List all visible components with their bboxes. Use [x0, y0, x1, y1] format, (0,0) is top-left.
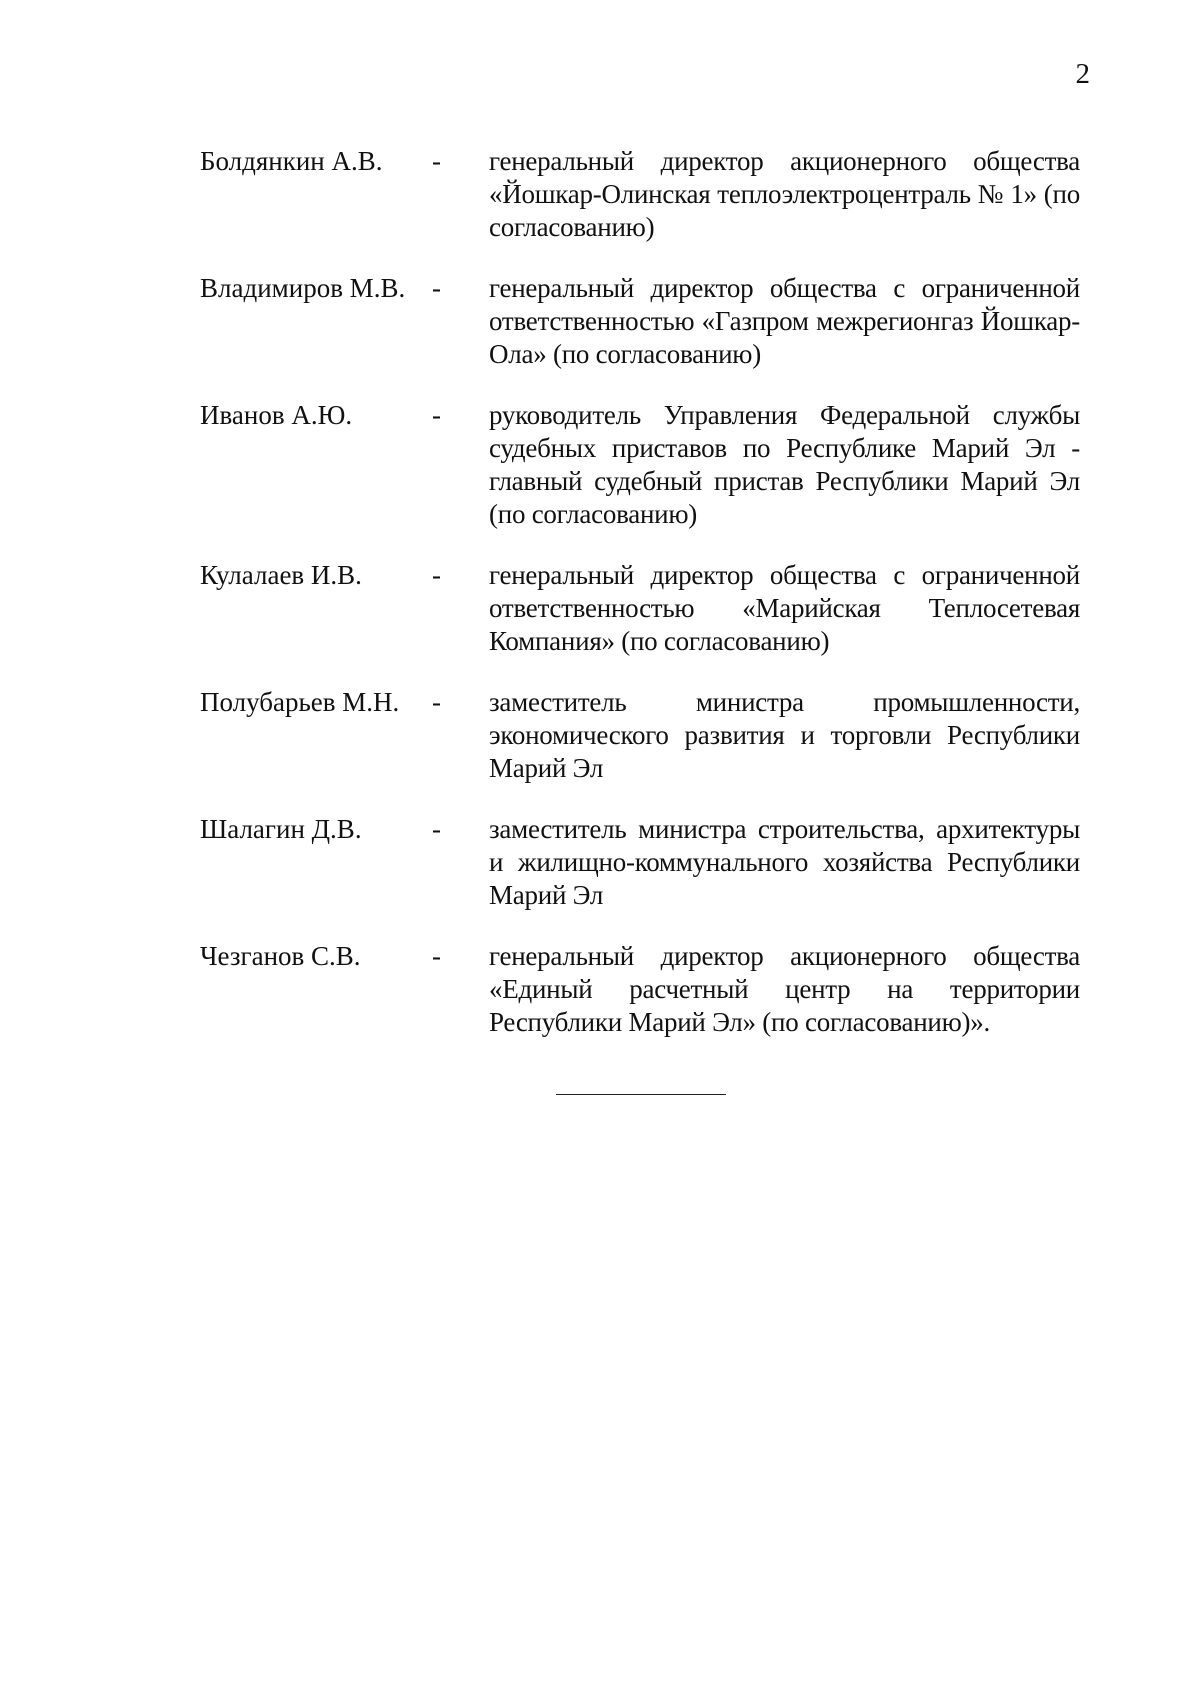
member-dash: -	[432, 146, 441, 176]
member-dash: -	[432, 560, 441, 590]
member-name: Полубарьев М.Н.	[200, 687, 400, 717]
member-dash: -	[432, 941, 441, 971]
member-row	[200, 686, 1080, 785]
member-row	[200, 813, 1080, 912]
member-role: генеральный директор общества с ограниченной ответственностью «Марийская Теплосетевая Компания» (по согласованию)	[489, 560, 1080, 656]
member-dash: -	[432, 814, 441, 844]
page-number: 2	[1075, 58, 1090, 90]
member-role: генеральный директор общества с ограниченной ответственностью «Газпром межрегионгаз Йошкар-Ола» (по согласованию)	[489, 273, 1080, 369]
member-dash: -	[432, 400, 441, 430]
member-name: Болдянкин А.В.	[200, 146, 383, 176]
end-divider	[556, 1094, 726, 1095]
member-row	[200, 559, 1080, 658]
member-name: Иванов А.Ю.	[200, 400, 353, 430]
member-name: Чезганов С.В.	[200, 941, 361, 971]
member-row	[200, 145, 1080, 244]
member-name: Кулалаев И.В.	[200, 560, 362, 590]
member-role: генеральный директор акционерного общества «Йошкар-Олинская теплоэлектроцентраль № 1» (по согласованию)	[489, 146, 1080, 242]
member-dash: -	[432, 273, 441, 303]
member-name: Владимиров М.В.	[200, 273, 406, 303]
member-role: руководитель Управления Федеральной службы судебных приставов по Республике Марий Эл - главный судебный пристав Республики Марий Эл (по согласованию)	[489, 400, 1080, 529]
member-list	[200, 145, 1080, 1067]
member-name: Шалагин Д.В.	[200, 814, 362, 844]
member-role: генеральный директор акционерного общества «Единый расчетный центр на территории Республики Марий Эл» (по согласованию)».	[489, 941, 1080, 1037]
member-role: заместитель министра промышленности, экономического развития и торговли Республики Марий Эл	[489, 687, 1080, 783]
member-row	[200, 940, 1080, 1039]
member-row	[200, 399, 1080, 531]
member-row	[200, 272, 1080, 371]
member-dash: -	[432, 687, 441, 717]
member-role: заместитель министра строительства, архитектуры и жилищно-коммунального хозяйства Республики Марий Эл	[489, 814, 1080, 910]
